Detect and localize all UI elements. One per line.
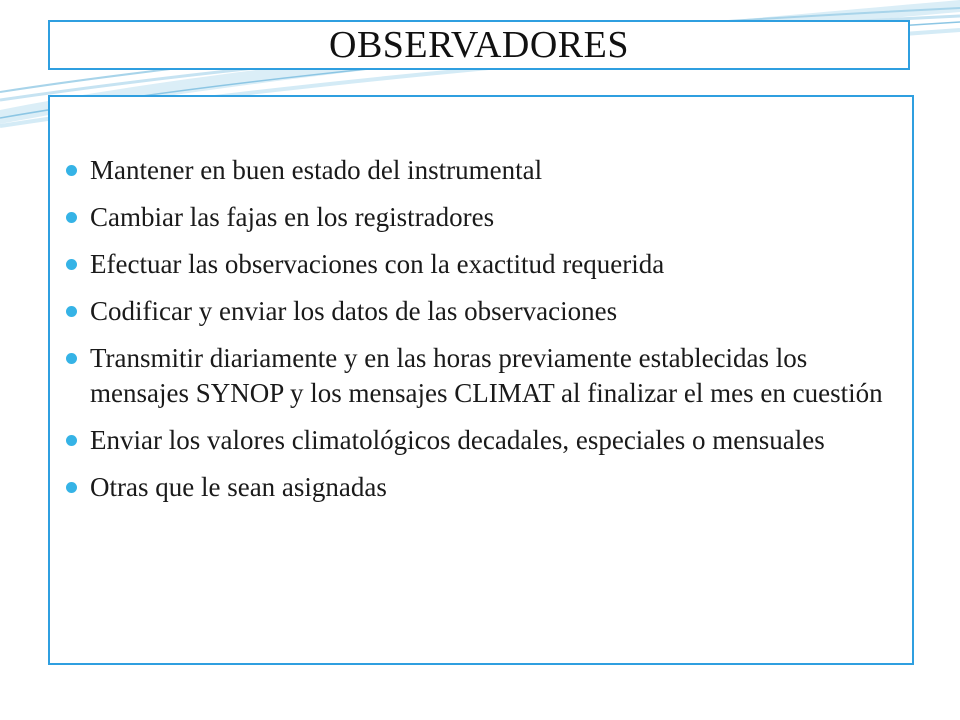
bullet-item <box>66 200 896 235</box>
bullet-item <box>66 423 896 458</box>
bullet-text: Codificar y enviar los datos de las observaciones <box>90 296 618 326</box>
bullet-item <box>66 470 896 505</box>
bullet-list <box>66 153 896 517</box>
bullet-text: Enviar los valores climatológicos decadales, especiales o mensuales <box>90 425 825 455</box>
bullet-icon <box>66 259 77 270</box>
bullet-icon <box>66 435 77 446</box>
title-box <box>48 20 910 70</box>
bullet-icon <box>66 212 77 223</box>
bullet-text: Efectuar las observaciones con la exactitud requerida <box>90 249 665 279</box>
bullet-icon <box>66 353 77 364</box>
bullet-item <box>66 247 896 282</box>
bullet-icon <box>66 306 77 317</box>
bullet-text: Cambiar las fajas en los registradores <box>90 202 495 232</box>
slide-title: OBSERVADORES <box>329 24 629 66</box>
content-box <box>48 95 914 665</box>
bullet-text: Otras que le sean asignadas <box>90 472 387 502</box>
bullet-item <box>66 153 896 188</box>
bullet-text: Mantener en buen estado del instrumental <box>90 155 543 185</box>
bullet-item <box>66 294 896 329</box>
bullet-icon <box>66 165 77 176</box>
bullet-item <box>66 341 896 411</box>
bullet-icon <box>66 482 77 493</box>
bullet-text: Transmitir diariamente y en las horas previamente establecidas los mensajes SYNOP y los mensajes CLIMAT al finalizar el mes en cuestión <box>90 343 883 408</box>
